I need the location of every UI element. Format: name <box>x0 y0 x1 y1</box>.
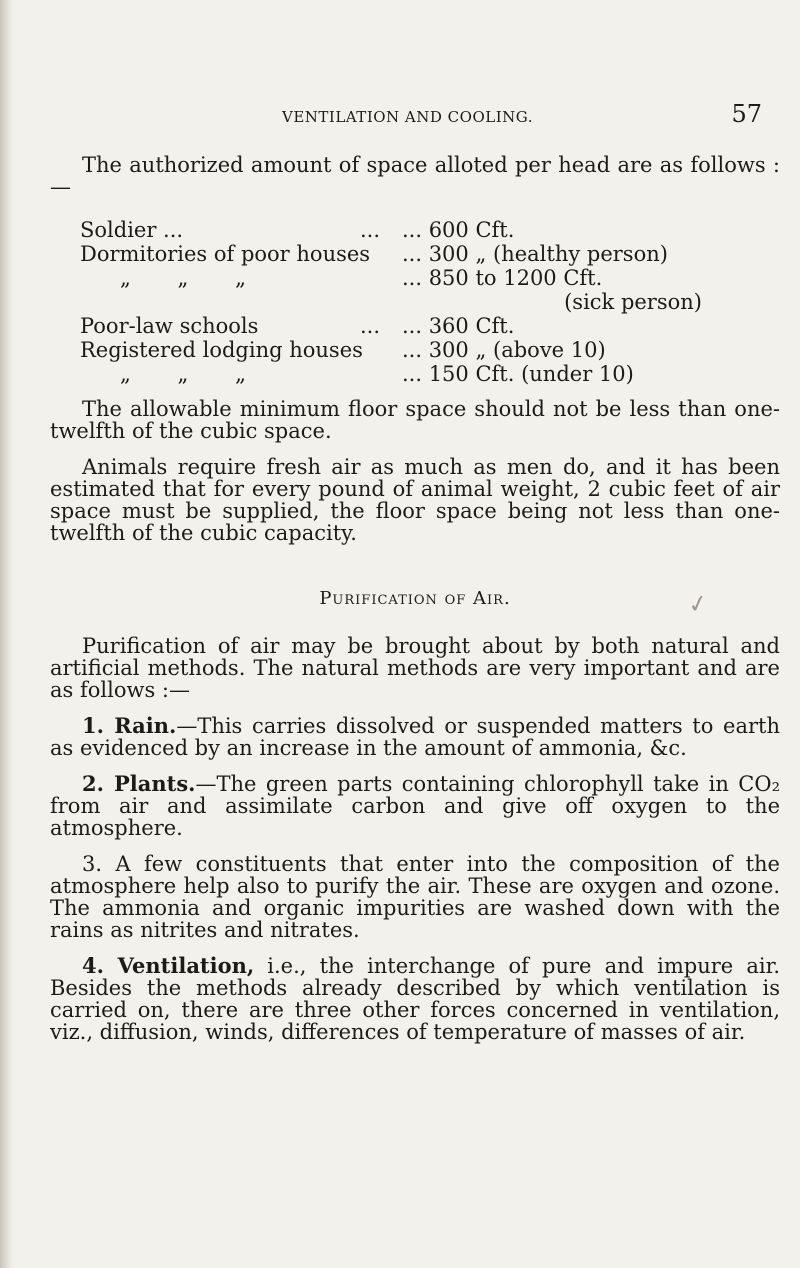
animals-paragraph: Animals require fresh air as much as men do, and it has been estimated that for every pound of animal weight, 2 cubic feet of air space must be supplied, the floor space being not less than one-twelfth of the cubic capacity. <box>50 455 780 545</box>
item-heading: 4. Ventilation, <box>82 953 255 978</box>
page-header <box>50 100 780 134</box>
row-value-note: (sick person) <box>564 290 702 314</box>
book-page <box>50 100 780 1043</box>
row-label: Poor-law schools <box>80 314 259 338</box>
table-row <box>80 362 702 386</box>
row-label: Soldier ... <box>80 218 184 242</box>
intro-paragraph: The authorized amount of space alloted per head are as follows :— <box>50 153 780 199</box>
list-item <box>50 715 780 759</box>
row-value: ... 300 „ (healthy person) <box>402 242 668 266</box>
row-value-line: ... 850 to 1200 Cft. <box>402 266 603 290</box>
list-item <box>50 955 780 1043</box>
binding-edge <box>0 0 14 1268</box>
purification-intro: Purification of air may be brought about by both natural and artificial methods. The natural methods are very important and are as follows :— <box>50 634 780 702</box>
item-text: —The green parts containing chlorophyll take in CO₂ from air and assimilate carbon and give off oxygen to the atmosphere. <box>50 772 780 840</box>
table-row <box>80 218 702 242</box>
row-label: „ „ „ <box>120 362 266 386</box>
list-item <box>50 773 780 839</box>
row-value: ... 360 Cft. <box>402 314 515 338</box>
row-value: ... 300 „ (above 10) <box>402 338 606 362</box>
item-text: A few constituents that enter into the composition of the atmosphere help also to purify the air. These are oxygen and ozone. The ammonia and organic impurities are washed down with the rains as nitrites and nitrates. <box>50 852 780 942</box>
row-dots: ... <box>360 218 381 242</box>
row-value: ... 600 Cft. <box>402 218 515 242</box>
pencil-check-mark-icon: ✓ <box>685 588 711 620</box>
space-allotment-table <box>80 218 702 386</box>
item-text: i.e., the interchange of pure and impure air. Besides the methods already described by which ventilation is carried on, there are three other forces concerned in ventilation, viz., diffusion, winds, differences of temperature of masses of air. <box>50 954 780 1044</box>
table-row <box>80 242 702 266</box>
floor-space-paragraph: The allowable minimum floor space should not be less than one-twelfth of the cubic space. <box>50 397 780 443</box>
page-number: 57 <box>731 100 762 128</box>
running-head: VENTILATION AND COOLING. <box>282 108 533 126</box>
section-title: Purification of Air. <box>319 588 511 609</box>
list-item <box>50 853 780 941</box>
row-label: Dormitories of poor houses <box>80 242 371 266</box>
item-heading: 2. Plants. <box>82 771 196 796</box>
item-text: —This carries dissolved or suspended matters to earth as evidenced by an increase in the amount of ammonia, &c. <box>50 714 780 760</box>
table-row <box>80 314 702 338</box>
item-heading: 3. <box>82 852 103 876</box>
row-value <box>402 266 702 314</box>
row-label: Registered lodging houses <box>80 338 363 362</box>
row-value: ... 150 Cft. (under 10) <box>402 362 634 386</box>
table-row <box>80 338 702 362</box>
table-row <box>80 266 702 314</box>
row-label: „ „ „ <box>120 266 266 290</box>
item-heading: 1. Rain. <box>82 713 177 738</box>
row-dots: ... <box>360 314 381 338</box>
